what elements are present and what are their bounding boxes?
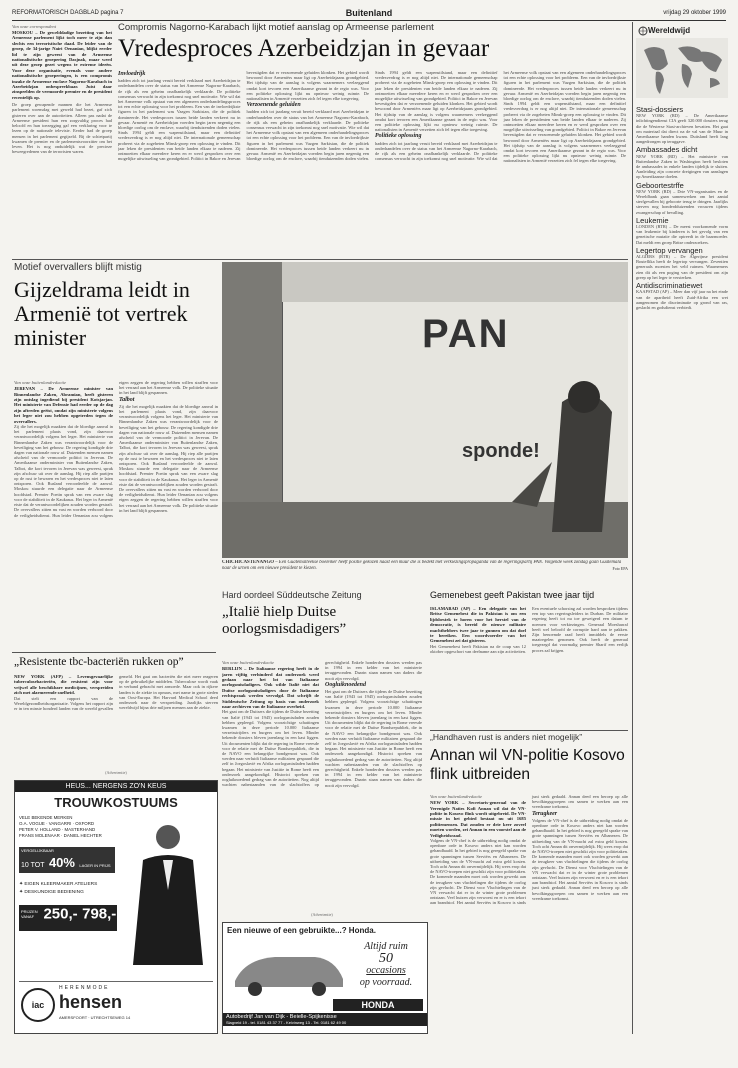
story-italy-headline: „Italië hielp Duitse oorlogsmisdadigers” bbox=[222, 604, 347, 637]
story-karabach-text-2: hadden zich tot jaarlang veruit bereid verklaard met Azerbeidzjan te onderhandelen over de status van het Armeense Nagorno-Karabach, de rijk als een geheim onafhankelijk verklaarde. De politieke consensus verwacht in zijn toekomst nog snel motivatie. Wie wil dat het Armeense volk opstaat van een algemeen onderhandelingsproces tot een echte oplossing voor het probleem. Een van de invloedrijkste figuren in het parlement was Vazgen Sarkisian, die de politiek domineerde. Het vredesproces tussen beide landen verkeert nu in gevaar. Armenië en Azerbeidzjan voerden begin jaren negentig een bloedige oorlog om de enclave, waarbij tienduizenden doden vielen. Sinds 1994 geldt een wapenstilstand, maar een definitief vredesverdrag is er nog altijd niet. De internationale gemeenschap probeert via de zogeheten Minsk-groep een oplossing te vinden. Dit jaar leken de presidenten van beide landen elkaar te naderen. Zij ontmoetten elkaar meerdere keren en er werd gesproken over een mogelijke uitwisseling van grondgebied. Politici in Bakoe en Jerevan bevestigden dat er verzoenende geluiden klonken. Het gebied wordt bewoond door Armeniërs maar ligt op Azerbeidzjaans grondgebied. Het tijdstip van de aanslag is volgens waarnemers veelzeggend omdat kort tevoren een Amerikaanse gezant in de regio was. Voor een politieke oplossing lijkt nu opnieuw weinig ruimte. De nationalisten in Armenië verzetten zich fel tegen elke toegeving. bbox=[246, 70, 498, 162]
ad-suits-discount-pre: VERGELIJKBAAR bbox=[21, 848, 54, 853]
story-italy-kicker-wrap bbox=[222, 590, 422, 602]
photo-credit: Foto EPA bbox=[612, 565, 628, 571]
divider bbox=[430, 730, 628, 731]
story-pakistan-body bbox=[430, 606, 628, 726]
story-kosovo-text: Volgens de VN-chef is de uitbreiding nodig omdat de openbare orde in Kosovo anders niet kan worden gehandhaafd. In het gebied is nog geregeld sprake van grote spanningen tussen Serviërs en Albanezen. De uitbreiding van de VN-macht zal extra geld kosten. Toch acht Annan dit onvermijdelijk. Hij wees erop dat de NAVO-troepen niet geschikt zijn voor politietaken. De komende maanden moet ook worden gewerkt aan de terugkeer van vluchtelingen die tijdens de oorlog zijn gevlucht. De Dienst voor Vluchtelingen van de VN verwacht dat er in de winter grote problemen ontstaan. Veel huizen zijn verwoest en er is een tekort aan brandstof. Het aantal Serviërs in Kosovo is sinds juni sterk gedaald. Annan deed een beroep op alle bevolkingsgroepen om samen te werken aan een vreedzame toekomst. bbox=[430, 794, 628, 906]
ad-honda-slogan-3: occasions bbox=[366, 965, 406, 976]
ad-suits-price1: 250,- bbox=[43, 905, 78, 923]
story-karabach-text-3: hadden zich tot jaarlang veruit bereid verklaard met Azerbeidzjan te onderhandelen over de status van het Armeense Nagorno-Karabach, de rijk als een geheim onafhankelijk verklaarde. De politieke consensus verwacht in zijn toekomst nog snel motivatie. Wie wil dat het Armeense volk opstaat van een algemeen onderhandelingsproces tot een echte oplossing voor het probleem. Een van de invloedrijkste figuren in het parlement was Vazgen Sarkisian, die de politiek domineerde. Het vredesproces tussen beide landen verkeert nu in gevaar. Armenië en Azerbeidzjan voerden begin jaren negentig een bloedige oorlog om de enclave, waarbij tienduizenden doden vielen. Sinds 1994 geldt een wapenstilstand, maar een definitief vredesverdrag is er nog altijd niet. De internationale gemeenschap probeert via de zogeheten Minsk-groep een oplossing te vinden. Dit jaar leken de presidenten van beide landen elkaar te naderen. Zij ontmoetten elkaar meerdere keren en er werd gesproken over een mogelijke uitwisseling van grondgebied. Politici in Bakoe en Jerevan bevestigden dat er verzoenende geluiden klonken. Het gebied wordt bewoond door Armeniërs maar ligt op Azerbeidzjaans grondgebied. Het tijdstip van de aanslag is volgens waarnemers veelzeggend omdat kort tevoren een Amerikaanse gezant in de regio was. Voor een politieke oplossing lijkt nu opnieuw weinig ruimte. De nationalisten in Armenië verzetten zich fel tegen elke toegeving. bbox=[375, 70, 626, 164]
divider bbox=[12, 652, 216, 653]
story-karabach-headline: Vredesproces Azerbeidzjan in gevaar bbox=[118, 35, 490, 62]
story-armenia-text-2: Zij die het mogelijk maakten dat de bloedige aanval in het parlement plaats vond, zijn daarvoor verantwoordelijk volgens het leger. Het ministerie van Binnenlandse Zaken was verantwoordelijk voor de beveiliging van het gebouw. De regering kondigde drie dagen van nationale rouw af. Duizenden mensen namen afscheid van de vermoorde politici in Jerevan. De Amerikaanse onderminister van Buitenlandse Zaken, Talbot, die kort tevoren in Jerevan was geweest, sprak zijn afschuw uit over de aanslag. Hij riep alle partijen op de rust te bewaren en het vredesproces niet te laten ontsporen. Ook Rusland veroordeelde de aanval. Moskou stuurde een delegatie naar de Armeense hoofdstad. Premier Poetin sprak van een zware slag voor de stabiliteit in de Kaukasus. Het leger in Armenië eiste dat de verantwoordelijken zouden worden gestraft. De overvallers zitten nu vast en worden verhoord door de veiligheidsdienst. Hun leider Oenanian zou volgens eigen zeggen de regering hebben willen straffen voor het verraad aan het Armeense volk. De politieke situatie in het land blijft gespannen. bbox=[119, 403, 218, 513]
story-kosovo-kicker: „Handhaven rust is anders niet mogelijk” bbox=[430, 732, 583, 742]
sidebar-title: Wereldwijd bbox=[648, 26, 691, 35]
ad-honda[interactable] bbox=[222, 922, 428, 1034]
story-pakistan-headline-wrap bbox=[430, 590, 628, 604]
story-kosovo-lead: NEW YORK – Secretaris-generaal van de Verenigde Naties Kofi Annan wil dat de VN-politie in Kosovo flink wordt uitgebreid. De VN-missie in het gebied bestaat nu uit 1685 politiemensen. Dat zouden er drie keer zoveel moeten worden, zei Annan in een voorstel aan de Veiligheidsraad. bbox=[430, 800, 526, 838]
ad-suits-top: HEUS... NERGENS ZO'N KEUS bbox=[15, 781, 217, 792]
paper-name: REFORMATORISCH DAGBLAD pagina 7 bbox=[12, 10, 124, 16]
ad-suits-price2: 798,- bbox=[82, 905, 117, 923]
ad-suits-brands: VELE BEKENDE MERKEN O.A. VOGUE · VANGARRI · OXFORD PETER V. HOLLAND · MASTERHAND FRANS MOLENAAR · DANIEL HECHTER bbox=[19, 815, 102, 838]
story-italy-lead: BERLIJN – De Italiaanse regering heeft in de jaren vijftig verhinderd dat onderzoek werd gedaan naar het lot van Italiaanse oorlogsmisdadigers. Ook wilde Italië niet dat Duitse oorlogsmisdadigers door de Italiaanse rechtspraak werden vervolgd. Dat schrijft de Süddeutsche Zeitung op basis van onderzoek naar archieven van de Italiaanse overheid. bbox=[222, 666, 319, 710]
story-tbc-text: Dat stelt een rapport van de Wereldgezondheidsorganisatie. Volgens het rapport zijn er in ten minste honderd landen van de wereld gevallen gemeld. Het gaat om bacteriën die niet meer reageren op de gebruikelijke middelen. Tuberculose wordt vaak in verband gebracht met armoede. Maar ook in rijkere landen is de ziekte in opmars, met name in grote steden van Oost-Europa. Het Harvard Medical School deed onderzoek naar de verspreiding. Jaarlijks sterven wereldwijd bijna drie miljoen mensen aan de ziekte. bbox=[14, 674, 218, 712]
story-armenia-lead: JEREVAN – De Armeense minister van Binnenlandse Zaken, Abramian, heeft gisteren zijn ontslag ingediend bij president Kotsjarjan. Het ministerie van Defensie had eerder op de dag zijn aftreden geëist, omdat zijn ministerie volgens het leger niet zou hebben opgetreden tegen de overvallers. bbox=[14, 386, 113, 424]
photo-caption-text: – Een Guatemalteekse boeleiker heeft positie gekozen naast een muur die is bedekt met verkiezingspropaganda van de regeringspartij PAN. Volgende week zondag gaan Guatemala naar de urnen om een nieuwe president te kiezen. bbox=[222, 560, 622, 571]
story-kosovo-byline: Van onze buitenlandredactie bbox=[430, 794, 483, 799]
story-armenia-headline-wrap bbox=[14, 278, 218, 376]
sidebar-item-head: Legertop vervangen bbox=[636, 245, 703, 255]
story-kosovo-body bbox=[430, 794, 628, 1034]
sign-pan bbox=[422, 312, 542, 372]
story-armenia-body bbox=[14, 380, 218, 648]
sidebar-item-body: NEW YORK (RD) – Drie VN-organisaties en de Wereldbank gaan samenwerken om het aantal sterfgevallen bij geboorte terug te dringen. Jaarlijks sterven nog honderdduizenden vrouwen tijdens zwangerschap of bevalling. bbox=[636, 188, 728, 215]
sign-sub-text: sponde! bbox=[462, 440, 540, 462]
story-tbc-headline-wrap bbox=[14, 655, 218, 671]
ad-honda-slogan-4: op voorraad. bbox=[359, 977, 413, 988]
story-italy-subhead: Oogluiknoedend bbox=[325, 681, 367, 688]
ad-suits-bullets bbox=[19, 881, 115, 897]
sidebar-item-body: NEW YORK (RD) – Het ministerie van Buitenlandse Zaken in Washington heeft besloten de ambassades in enkele landen tijdelijk te sluiten. Aanleiding zijn concrete dreigingen van aanslagen op Amerikaanse doelen. bbox=[636, 153, 728, 180]
story-kosovo-kicker-wrap bbox=[430, 732, 628, 744]
page-header bbox=[12, 6, 726, 21]
sidebar-item-head: Antidiscriminatiewet bbox=[636, 281, 703, 291]
ad-honda-headline: Een nieuwe of een gebruikte...? Honda. bbox=[227, 926, 376, 935]
story-pakistan-lead: ISLAMABAD (AP) – Een delegatie van het Britse Gemenebest die in Pakistan is om een lijdsbestek te horen voor het herstel van de democratie, is bereid de nieuwe militaire machthebbers twee jaar te gunnen om dat doel te bereiken. Een woordvoerder van het Gemenebest zei dat gisteren. bbox=[430, 606, 526, 644]
sidebar-item-head: Leukemie bbox=[636, 215, 669, 225]
story-italy-body bbox=[222, 660, 422, 910]
sidebar-divider bbox=[632, 22, 633, 1034]
story-karabach-headline-wrap bbox=[118, 34, 628, 68]
story-tbc-body bbox=[14, 674, 218, 766]
story-italy-byline: Van onze buitenlandredactie bbox=[222, 660, 275, 665]
sidebar-wereldwijd bbox=[636, 24, 728, 1034]
story-karabach-subhead: Verzoenende geluiden bbox=[246, 102, 301, 109]
sidebar-item-head: Ambassades dicht bbox=[636, 145, 698, 155]
story-italy-headline-wrap bbox=[222, 604, 422, 656]
sign-pan-text: PAN bbox=[422, 312, 510, 356]
ad-suits-logo: hensen bbox=[59, 992, 123, 1012]
ad-honda-slogan-1: Altijd ruim bbox=[364, 941, 408, 952]
story-tbc-headline: „Resistente tbc-bacteriën rukken op” bbox=[14, 656, 184, 668]
story-armenia-kicker: Motief overvallers blijft mistig bbox=[14, 262, 142, 273]
ad-honda-label: (Advertentie) bbox=[311, 912, 333, 917]
photo-caption bbox=[222, 560, 628, 582]
globe-icon bbox=[638, 26, 648, 36]
ad-suits-label: (Advertentie) bbox=[105, 770, 127, 775]
story-pakistan-text: Het Gemenebest heeft Pakistan na de coup van 12 oktober opgeschort van deelname aan zijn activiteiten. Een eventuele schorsing zal worden besproken tijdens een top van regeringsleiders in Durban. De militaire regering heeft tot nu toe geweigerd een datum te noemen voor verkiezingen. Generaal Moesharraf heeft wel beloofd de corruptie hard aan te pakken. Zijn benoemde raad heeft inmiddels de eerste maatregelen genomen. Ook heeft de generaal toegezegd dat voormalig premier Sharif een eerlijk proces zal krijgen. bbox=[430, 606, 628, 655]
story-armenia-subhead: Talbot bbox=[119, 396, 135, 403]
ad-suits-title: TROUWKOSTUUMS bbox=[54, 795, 178, 810]
suit-figure-illustration bbox=[123, 815, 213, 965]
story-pakistan-headline: Gemenebest geeft Pakistan twee jaar tijd bbox=[430, 590, 595, 600]
story-karabach-kicker: Compromis Nagorno-Karabach lijkt motief aanslag op Armeense parlement bbox=[118, 22, 434, 33]
ad-honda-slogan-2: 50 bbox=[379, 951, 393, 966]
sidebar-items bbox=[636, 107, 728, 310]
ad-suits-discount-to: 10 TOT bbox=[21, 862, 45, 869]
story-karabach-body bbox=[118, 70, 626, 256]
ad-suits-discount: 40% bbox=[48, 855, 75, 870]
ad-honda-brand: HONDA bbox=[333, 999, 423, 1011]
ad-honda-slogan bbox=[351, 941, 421, 989]
ad-honda-address: Slagveld 19 - tel. 0181 43 37 77 - Kelvinweg 13 - Tel. 0181 62 49 00 bbox=[226, 1020, 347, 1025]
story-lead-lead: MOSKOU – De gewelddadige bezetting van het Armeense parlement lijkt toch meer te zijn dan slechts een terroristische daad. De leider van de groep, de 34-jarige Nairi Oenanian, blijkt eerder lid te zijn geweest van de Armeense nationalistische groepering Dasjnak, maar werd uit deze groep gezet wegens te extreme ideeën. Voor deze organisatie, evenals voor andere nationalistische groeperingen, is een compromis inzake de Armeense enclave Nagorno-Karabach in Azerbeidzjan onbespreekbaar. Juist daar zinspeelden de vermoorde premier en de president recentelijk op. bbox=[12, 30, 112, 100]
sign-sub bbox=[462, 440, 552, 470]
sidebar-item-body: ALGIERS (RTR) – De Algerijnse president Bouteflika heeft de legertop vervangen. Zeventien generaals moesten het veld ruimen. Waarnemers zien dit als een poging van de president om zijn greep op het leger te versterken. bbox=[636, 254, 728, 280]
photo-illustration bbox=[222, 262, 628, 558]
photo-guatemala bbox=[222, 262, 628, 558]
story-italy-text: Het gaat om de Duitsers die tijdens de Duitse bezetting van Italië (1943 tot 1945) oorlogsmisdaden zouden hebben gepleegd. Volgens voorzichtige schattingen kwamen in deze periode 10.000 Italiaanse verzetsstrijders en burgers om het leven. Minder bekende dossiers bleven jarenlang in een kast liggen. Uit documenten blijkt dat de regering in Rome vreesde voor de relatie met de Duitse Bondsrepubliek, die in de NAVO een belangrijke bondgenoot was. Ook werden naar verluidt Italiaanse militairen gespaard die zelf in Joegoslavië en Afrika oorlogsmisdaden hadden begaan. Het ministerie van Justitie in Rome heeft een onderzoek aangekondigd. Historici spreken van oogluiknoedend gedrag van de autoriteiten. Nog altijd wachten nabestaanden van de slachtoffers op gerechtigheid. Enkele honderden dossiers werden pas in 1994 in een kelder van het ministerie teruggevonden. Daarin staan namen van daders die nooit zijn vervolgd. bbox=[222, 660, 422, 788]
story-tbc-lead: NEW YORK (AFP) – Levensgevaarlijke tuberculosebacteriën, die resistent zijn voor vrijwel alle beschikbare medicijnen, verspreiden zich met alarmerende snelheid. bbox=[14, 674, 113, 696]
sidebar-item-body: NEW YORK (RD) – De Amerikaanse inlichtingendienst CIA geeft 320.000 dossiers terug die de Westerse Stasi-archieven bevatten. Het gaat om materiaal dat direct na de val van de Muur in Amerikaanse handen kwam. Duitsland heeft lang aangedrongen op teruggave. bbox=[636, 113, 728, 145]
ad-suits-address: AMERSFOORT · UTRECHTSEWEG 14 bbox=[59, 1015, 131, 1020]
section-name: Buitenland bbox=[345, 8, 393, 18]
story-italy-kicker: Hard oordeel Süddeutsche Zeitung bbox=[222, 590, 362, 600]
story-karabach-text: hadden zich tot jaarlang veruit bereid verklaard met Azerbeidzjan te onderhandelen over de status van het Armeense Nagorno-Karabach, de rijk als een geheim onafhankelijk verklaarde. De politieke consensus verwacht in zijn toekomst nog snel motivatie. Wie wil dat het Armeense volk opstaat van een algemeen onderhandelingsproces tot een echte oplossing voor het probleem. Een van de invloedrijkste figuren in het parlement was Vazgen Sarkisian, die de politiek domineerde. Het vredesproces tussen beide landen verkeert nu in gevaar. Armenië en Azerbeidzjan voerden begin jaren negentig een bloedige oorlog om de enclave, waarbij tienduizenden doden vielen. Sinds 1994 geldt een wapenstilstand, maar een definitief vredesverdrag is er nog altijd niet. De internationale gemeenschap probeert via de zogeheten Minsk-groep een oplossing te vinden. Dit jaar leken de presidenten van beide landen elkaar te naderen. Zij ontmoetten elkaar meerdere keren en er werd gesproken over een mogelijke uitwisseling van grondgebied. Politici in Bakoe en Jerevan bevestigden dat er verzoenende geluiden klonken. Het gebied wordt bewoond door Armeniërs maar ligt op Azerbeidzjaans grondgebied. Het tijdstip van de aanslag is volgens waarnemers veelzeggend omdat kort tevoren een Amerikaanse gezant in de regio was. Voor een politieke oplossing lijkt nu opnieuw weinig ruimte. De nationalisten in Armenië verzetten zich fel tegen elke toegeving. bbox=[118, 70, 369, 162]
story-lead-byline: Van onze correspondent bbox=[12, 24, 56, 29]
sidebar-header bbox=[636, 24, 728, 104]
story-karabach-subhead: Politieke oplossing bbox=[375, 133, 422, 140]
story-kosovo-headline: Annan wil VN-politie Kosovo flink uitbreiden bbox=[430, 747, 625, 783]
story-armenia-byline: Van onze buitenlandredactie bbox=[14, 380, 67, 385]
story-kosovo-text-2: Volgens de VN-chef is de uitbreiding nodig omdat de openbare orde in Kosovo anders niet kan worden gehandhaafd. In het gebied is nog geregeld sprake van grote spanningen tussen Serviërs en Albanezen. De uitbreiding van de VN-macht zal extra geld kosten. Toch acht Annan dit onvermijdelijk. Hij wees erop dat de NAVO-troepen niet geschikt zijn voor politietaken. De komende maanden moet ook worden gewerkt aan de terugkeer van vluchtelingen die tijdens de oorlog zijn gevlucht. De Dienst voor Vluchtelingen van de VN verwacht dat er in de winter grote problemen ontstaan. Veel huizen zijn verwoest en er is een tekort aan brandstof. Het aantal Serviërs in Kosovo is sinds juni sterk gedaald. Annan deed een beroep op alle bevolkingsgroepen om samen te werken aan een vreedzame toekomst. bbox=[532, 817, 628, 901]
story-armenia-text: Zij die het mogelijk maakten dat de bloedige aanval in het parlement plaats vond, zijn daarvoor verantwoordelijk volgens het leger. Het ministerie van Binnenlandse Zaken was verantwoordelijk voor de beveiliging van het gebouw. De regering kondigde drie dagen van nationale rouw af. Duizenden mensen namen afscheid van de vermoorde politici in Jerevan. De Amerikaanse onderminister van Buitenlandse Zaken, Talbot, die kort tevoren in Jerevan was geweest, sprak zijn afschuw uit over de aanslag. Hij riep alle partijen op de rust te bewaren en het vredesproces niet te laten ontsporen. Ook Rusland veroordeelde de aanval. Moskou stuurde een delegatie naar de Armeense hoofdstad. Premier Poetin sprak van een zware slag voor de stabiliteit in de Kaukasus. Het leger in Armenië eiste dat de verantwoordelijken zouden worden gestraft. De overvallers zitten nu vast en worden verhoord door de veiligheidsdienst. Hun leider Oenanian zou volgens eigen zeggen de regering hebben willen straffen voor het verraad aan het Armeense volk. De politieke situatie in het land blijft gespannen. bbox=[14, 380, 218, 518]
ad-suits-bullet: ✦ EIGEN KLEERMAKER ATELIERS bbox=[19, 882, 98, 887]
page-date: vrijdag 29 oktober 1999 bbox=[663, 10, 726, 16]
divider bbox=[12, 259, 628, 260]
car-illustration bbox=[227, 941, 347, 999]
ad-honda-dealer: Autobedrijf Jan van Dijk - Beielle-Spijkenisse bbox=[226, 1014, 337, 1020]
ad-suits-discount-post: LAGER IN PRIJS bbox=[79, 863, 111, 868]
sidebar-item-body: LONDEN (RTR) – De meest voorkomende vorm van leukemie bij kinderen is het gevolg van een genetische mutatie die optreedt in de baarmoeder. Dat meldt een groep Britse onderzoekers. bbox=[636, 224, 728, 245]
sidebar-item-body: KAAPSTAD (AP) – Meer dan vijf jaar na het einde van de apartheid heeft Zuid-Afrika een wet aangenomen die discriminatie op grond van ras, geslacht en godsdienst verbiedt. bbox=[636, 289, 728, 310]
ad-suits-logo-top: HERENMODE bbox=[59, 985, 110, 991]
sidebar-item-head: Stasi-dossiers bbox=[636, 105, 684, 114]
story-kosovo-subhead: Terugkeer bbox=[532, 810, 558, 817]
ad-suits-discount-box bbox=[19, 847, 115, 873]
story-kosovo-headline-wrap bbox=[430, 746, 628, 790]
ad-suits-price-label: PRIJZEN VANAF bbox=[21, 908, 38, 919]
ad-honda-dealer-bar bbox=[223, 1013, 427, 1026]
ad-suits[interactable] bbox=[14, 780, 218, 1034]
photo-caption-place: CHICHICASTENANGO bbox=[222, 560, 274, 565]
ad-suits-logo-area bbox=[19, 981, 213, 1026]
ad-suits-bullet: ✦ DESKUNDIGE BEDIENING bbox=[19, 890, 84, 895]
story-karabach-subhead: Invloedrijk bbox=[118, 71, 146, 77]
story-armenia-kicker-wrap bbox=[14, 262, 214, 276]
story-lead-body: De groep gewapende mannen die het Armeense parlement woensdag met geweld had bezet, gaf zich gisteren over aan de autoriteiten. Alleen pas nadat de Armeense president hun een zorgvuldig proces had beloofd en hun toezegging gaf een verklaring voor te lezen op de nationale televisie. Eerder had de groep mensen in het parlement gegijzeld. Bij de schietpartij kwamen de premier en de parlementsvoorzitter om het leven. Het is nog onduidelijk wat de precieze beweegredenen van de terroristen waren. bbox=[12, 102, 112, 155]
story-lead-column bbox=[12, 24, 112, 256]
sidebar-item-head: Geboortestrffe bbox=[636, 180, 684, 190]
story-armenia-headline: Gijzeldrama leidt in Armenië tot vertrek minister bbox=[14, 278, 190, 350]
story-italy-text-2: Het gaat om de Duitsers die tijdens de Duitse bezetting van Italië (1943 tot 1945) oorlogsmisdaden zouden hebben gepleegd. Volgens voorzichtige schattingen kwamen in deze periode 10.000 Italiaanse verzetsstrijders en burgers om het leven. Minder bekende dossiers bleven jarenlang in een kast liggen. Uit documenten blijkt dat de regering in Rome vreesde voor de relatie met de Duitse Bondsrepubliek, die in de NAVO een belangrijke bondgenoot was. Ook werden naar verluidt Italiaanse militairen gespaard die zelf in Joegoslavië en Afrika oorlogsmisdaden hadden begaan. Het ministerie van Justitie in Rome heeft een onderzoek aangekondigd. Historici spreken van oogluiknoedend gedrag van de autoriteiten. Nog altijd wachten nabestaanden van de slachtoffers op gerechtigheid. Enkele honderden dossiers werden pas in 1994 in een kelder van het ministerie teruggevonden. Daarin staan namen van daders die nooit zijn vervolgd. bbox=[325, 689, 422, 788]
world-map-icon bbox=[636, 38, 728, 98]
ad-suits-logo-icon: iac bbox=[21, 988, 55, 1022]
ad-suits-price-box bbox=[19, 905, 117, 931]
